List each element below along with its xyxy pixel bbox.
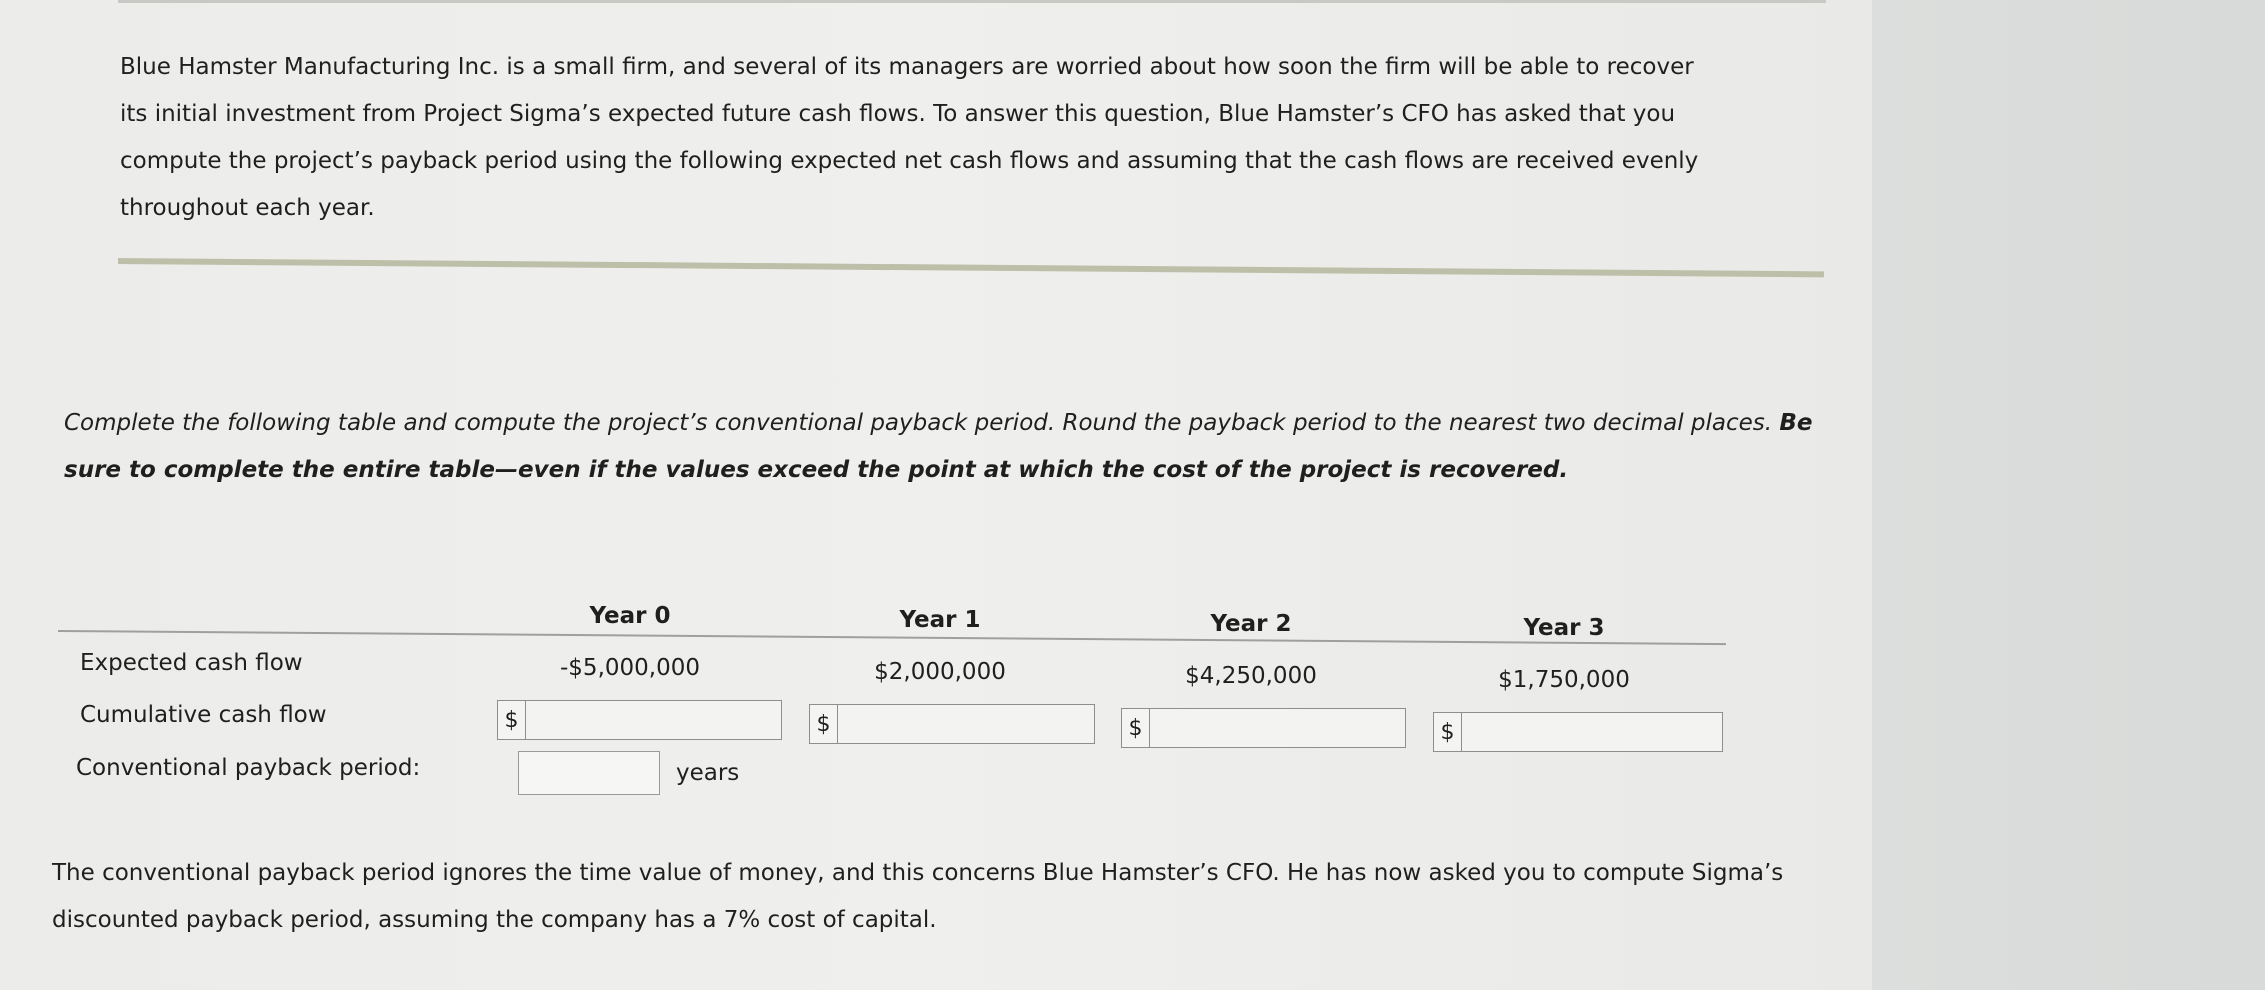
expected-cash-flow-year-3: $1,750,000 (1498, 667, 1630, 693)
cumulative-field-year-1[interactable] (809, 704, 1095, 744)
cumulative-cash-flow-label: Cumulative cash flow (80, 702, 327, 728)
expected-cash-flow-year-0: -$5,000,000 (560, 655, 700, 681)
payback-period-label: Conventional payback period: (76, 755, 421, 781)
dollar-sign: $ (1121, 708, 1149, 748)
instructions-text: Complete the following table and compute the project’s conventional payback period. Round the payback period to the nearest two decimal places. (64, 410, 1773, 436)
dollar-sign: $ (809, 704, 837, 744)
payback-unit-label: years (676, 760, 740, 786)
dollar-sign: $ (497, 700, 525, 740)
closing-line-1: The conventional payback period ignores the time value of money, and this concerns Blue Hamster’s CFO. He has now asked you to compute Sigma’s (52, 860, 1784, 886)
header-year-3: Year 3 (1523, 615, 1605, 641)
payback-period-input[interactable] (518, 751, 660, 795)
cumulative-input-year-3[interactable] (1461, 712, 1723, 752)
cumulative-input-year-0[interactable] (525, 700, 782, 740)
header-year-1: Year 1 (899, 607, 981, 633)
intro-line-2: its initial investment from Project Sigma’s expected future cash flows. To answer this question, Blue Hamster’s CFO has asked that you (120, 101, 1676, 127)
top-rule (118, 0, 1826, 3)
header-year-2: Year 2 (1210, 611, 1292, 637)
cumulative-field-year-0[interactable] (497, 700, 782, 740)
intro-line-3: compute the project’s payback period using the following expected net cash flows and assuming that the cash flows are received evenly (120, 148, 1699, 174)
instructions-bold-start: Be (1779, 410, 1813, 436)
expected-cash-flow-year-2: $4,250,000 (1185, 663, 1317, 689)
expected-cash-flow-year-1: $2,000,000 (874, 659, 1006, 685)
right-margin (1872, 0, 2265, 990)
cumulative-input-year-1[interactable] (837, 704, 1095, 744)
dollar-sign: $ (1433, 712, 1461, 752)
expected-cash-flow-label: Expected cash flow (80, 650, 303, 676)
closing-paragraph (52, 850, 2012, 944)
instructions-bold-text: sure to complete the entire table—even if the values exceed the point at which the cost of the project is recovered. (64, 457, 1569, 483)
cumulative-field-year-3[interactable] (1433, 712, 1723, 752)
cumulative-field-year-2[interactable] (1121, 708, 1406, 748)
header-year-0: Year 0 (589, 603, 671, 629)
cumulative-input-year-2[interactable] (1149, 708, 1406, 748)
closing-line-2: discounted payback period, assuming the company has a 7% cost of capital. (52, 907, 937, 933)
instructions-paragraph (64, 400, 1964, 494)
intro-line-1: Blue Hamster Manufacturing Inc. is a small firm, and several of its managers are worried about how soon the firm will be able to recover (120, 54, 1694, 80)
intro-line-4: throughout each year. (120, 195, 375, 221)
intro-paragraph (120, 44, 1840, 232)
